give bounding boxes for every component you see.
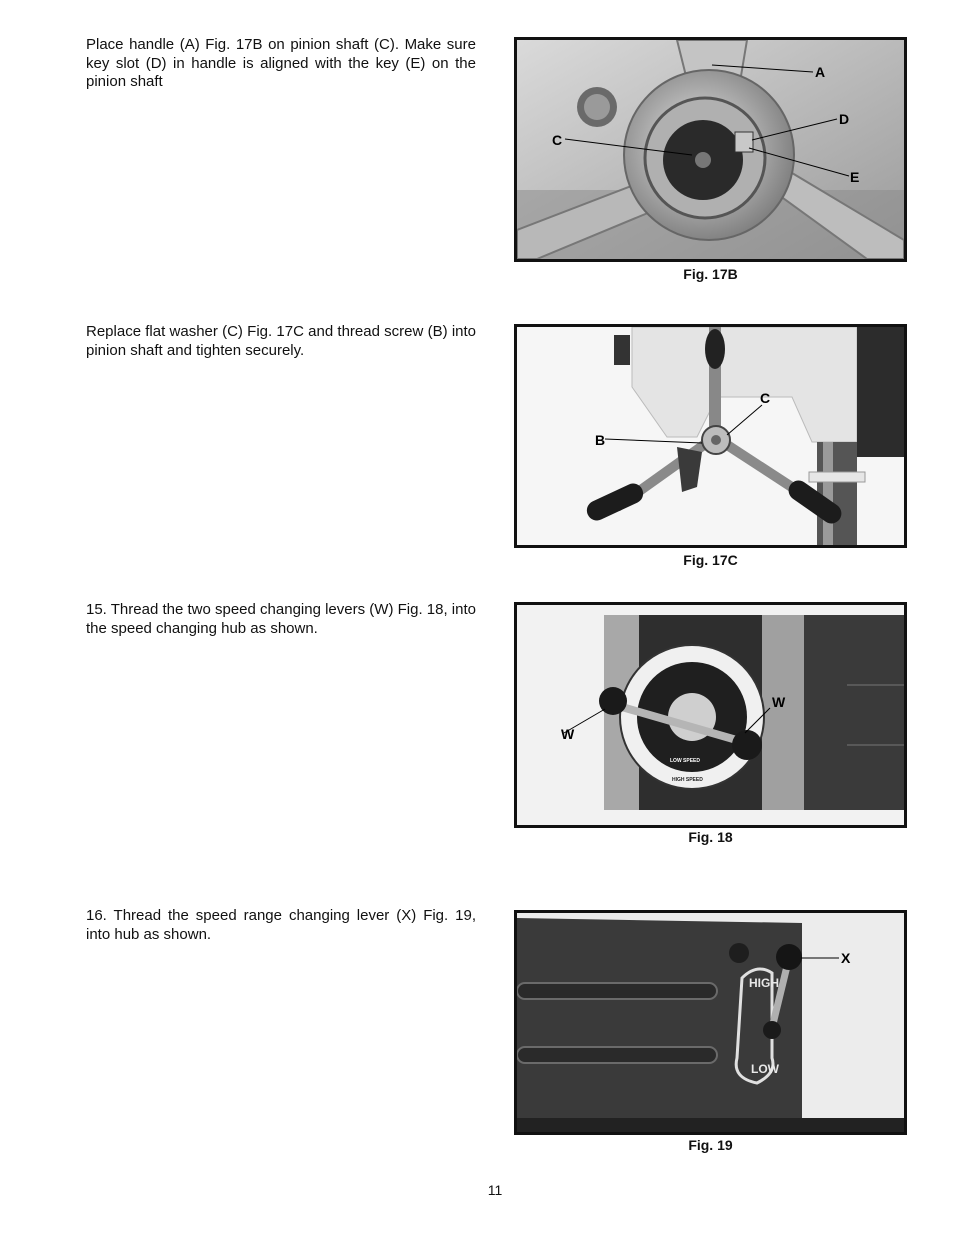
step-16-text: 16. Thread the speed range changing lever (X) Fig. 19, into hub as shown. <box>86 907 476 943</box>
plate-low-label: LOW <box>751 1062 779 1076</box>
figure-19-caption: Fig. 19 <box>688 1137 733 1153</box>
figure-17c-photo <box>514 324 907 548</box>
dial-low-speed-label: LOW SPEED <box>670 758 701 764</box>
callout-x: X <box>841 950 851 966</box>
callout-d: D <box>839 111 850 127</box>
figure-17c-illustration <box>517 327 904 545</box>
callout-w-left: W <box>561 726 575 742</box>
figure-17b-illustration <box>517 40 904 259</box>
callout-e: E <box>850 169 860 185</box>
figure-17c-caption: Fig. 17C <box>683 552 738 568</box>
step-15-text: 15. Thread the two speed changing levers (W) Fig. 18, into the speed changing hub as shown. <box>86 601 476 637</box>
figure-17b-photo <box>514 37 907 262</box>
step-17b-text: Place handle (A) Fig. 17B on pinion shaft (C). Make sure key slot (D) in handle is aligned with the key (E) on the pinion shaft <box>86 36 476 90</box>
figure-18-illustration <box>517 605 904 825</box>
callout-c: C <box>552 132 563 148</box>
plate-high-label: HIGH <box>749 976 779 990</box>
callout-w-right: W <box>772 694 786 710</box>
callout-c-17c: C <box>760 390 771 406</box>
figure-18-photo <box>514 602 907 828</box>
step-17c-text: Replace flat washer (C) Fig. 17C and thread screw (B) into pinion shaft and tighten securely. <box>86 323 476 359</box>
callout-b: B <box>595 432 606 448</box>
figure-18-caption: Fig. 18 <box>688 829 733 845</box>
page-number: 11 <box>487 1182 503 1198</box>
figure-17b-caption: Fig. 17B <box>683 266 738 282</box>
figure-19-illustration <box>517 913 904 1132</box>
figure-19-photo <box>514 910 907 1135</box>
dial-high-speed-label: HIGH SPEED <box>672 777 703 783</box>
callout-a: A <box>815 64 826 80</box>
